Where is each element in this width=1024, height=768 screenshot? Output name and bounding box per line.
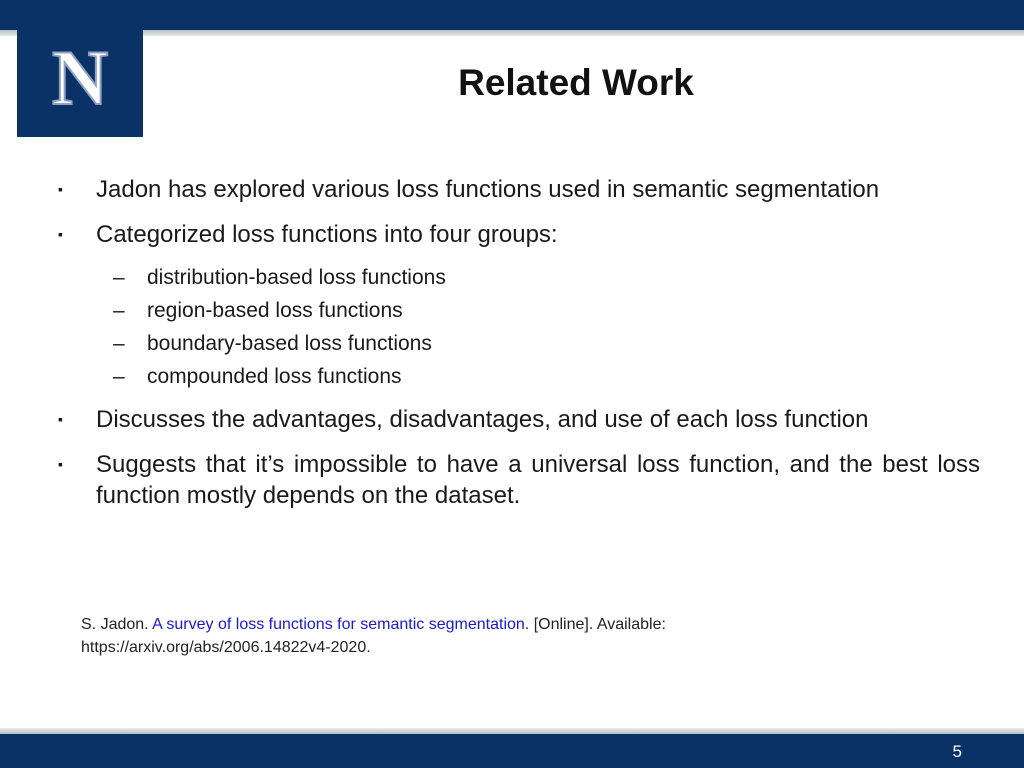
slide-title: Related Work — [458, 62, 694, 103]
reference-citation — [81, 613, 781, 659]
sub-bullet-text: region-based loss functions — [147, 299, 403, 322]
sub-bullet-text: distribution-based loss functions — [147, 266, 446, 289]
n-logo-icon — [39, 42, 121, 114]
university-logo — [17, 30, 143, 137]
bullet-text: Jadon has explored various loss functions used in semantic segmentation — [96, 176, 880, 203]
sub-bullet-text: boundary-based loss functions — [147, 332, 432, 355]
header-stripe — [0, 30, 1024, 36]
bullet-square-icon: ▪ — [58, 226, 63, 242]
logo-letter: N — [51, 42, 109, 114]
header-bar — [0, 0, 1024, 30]
dash-icon: – — [113, 299, 125, 322]
bullet-text: Discusses the advantages, disadvantages, and use of each loss function — [96, 406, 869, 433]
footer-bar — [0, 734, 1024, 768]
bullet-square-icon: ▪ — [58, 456, 63, 472]
dash-icon: – — [113, 332, 125, 355]
page-number: 5 — [952, 742, 962, 761]
bullet-text: Suggests that it’s impossible to have a universal loss function, and the best loss function mostly depends on the dataset. — [96, 451, 980, 509]
sub-bullet-text: compounded loss functions — [147, 365, 402, 388]
reference-link[interactable]: A survey of loss functions for semantic segmentation — [152, 616, 525, 633]
bullet-text: Categorized loss functions into four groups: — [96, 221, 558, 248]
dash-icon: – — [113, 266, 125, 289]
dash-icon: – — [113, 365, 125, 388]
bullet-square-icon: ▪ — [58, 181, 63, 197]
reference-prefix: S. Jadon. — [81, 616, 153, 633]
reference-suffix: . [Online]. Available: https://arxiv.org/abs/2006.14822v4-2020. — [81, 616, 666, 656]
bullet-square-icon: ▪ — [58, 411, 63, 427]
